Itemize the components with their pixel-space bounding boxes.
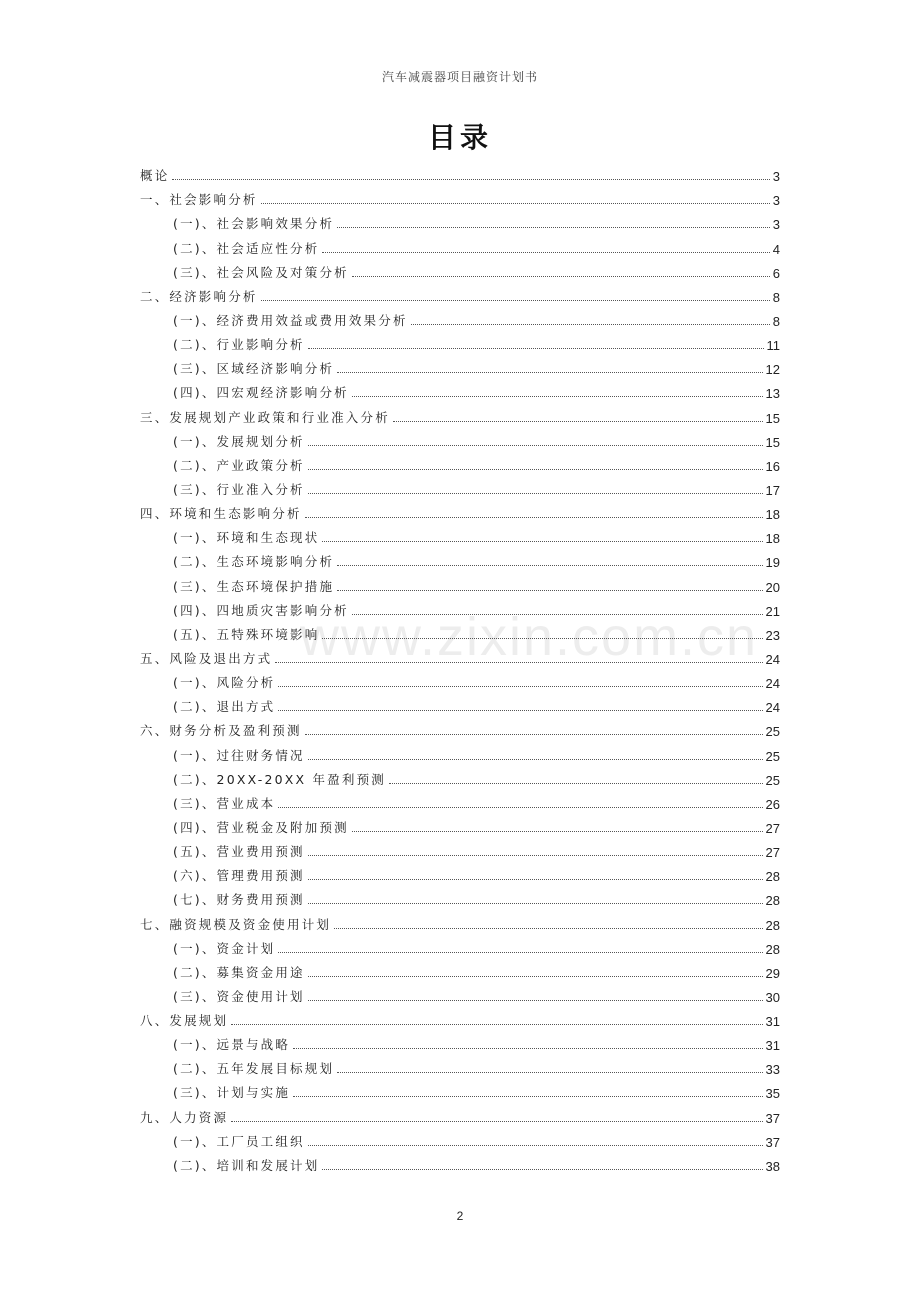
toc-entry[interactable]: [140, 281, 780, 305]
toc-entry[interactable]: [140, 643, 780, 667]
toc-entry-page-number: 28: [765, 941, 780, 957]
toc-entry-page-number: 18: [765, 531, 780, 547]
toc-dot-leader: [411, 324, 770, 325]
toc-entry-page-number: 20: [765, 579, 780, 595]
toc-entry-title: (一)、过往财务情况: [173, 747, 305, 763]
toc-entry[interactable]: [140, 570, 780, 594]
toc-dot-leader: [275, 662, 762, 663]
toc-entry-page-number: 38: [765, 1158, 780, 1174]
toc-entry-page-number: 16: [765, 458, 780, 474]
toc-entry[interactable]: [140, 715, 780, 739]
toc-entry-page-number: 35: [765, 1086, 780, 1102]
toc-entry-page-number: 28: [765, 917, 780, 933]
toc-dot-leader: [308, 1000, 763, 1001]
toc-dot-leader: [308, 903, 763, 904]
toc-dot-leader: [305, 734, 763, 735]
toc-dot-leader: [352, 614, 763, 615]
toc-entry-page-number: 4: [772, 241, 780, 257]
toc-entry[interactable]: [140, 667, 780, 691]
toc-entry-page-number: 3: [772, 217, 780, 233]
toc-entry-title: (一)、环境和生态现状: [173, 530, 320, 546]
toc-entry[interactable]: [140, 1077, 780, 1101]
toc-entry[interactable]: [140, 908, 780, 932]
toc-entry[interactable]: [140, 836, 780, 860]
toc-entry-title: (二)、退出方式: [173, 699, 276, 715]
toc-entry[interactable]: [140, 377, 780, 401]
toc-dot-leader: [308, 855, 763, 856]
toc-entry-page-number: 24: [765, 700, 780, 716]
toc-entry-title: 九、人力资源: [140, 1109, 229, 1125]
toc-dot-leader: [334, 928, 762, 929]
toc-entry-page-number: 8: [772, 289, 780, 305]
toc-entry-page-number: 15: [765, 410, 780, 426]
toc-dot-leader: [305, 517, 763, 518]
toc-dot-leader: [352, 276, 770, 277]
toc-dot-leader: [278, 952, 762, 953]
page-number: 2: [456, 1209, 464, 1223]
toc-entry-title: (一)、风险分析: [173, 675, 276, 691]
toc-entry-title: (一)、远景与战略: [173, 1037, 291, 1053]
toc-entry[interactable]: [140, 1150, 780, 1174]
toc-entry-title: 一、社会影响分析: [140, 192, 258, 208]
toc-entry[interactable]: [140, 184, 780, 208]
toc-entry-page-number: 24: [765, 676, 780, 692]
toc-entry-page-number: 25: [765, 724, 780, 740]
toc-entry-title: 八、发展规划: [140, 1013, 229, 1029]
toc-entry[interactable]: [140, 764, 780, 788]
toc-entry-page-number: 17: [765, 482, 780, 498]
toc-entry[interactable]: [140, 1101, 780, 1125]
toc-entry[interactable]: [140, 812, 780, 836]
toc-entry-title: (六)、管理费用预测: [173, 868, 305, 884]
toc-entry-title: (四)、营业税金及附加预测: [173, 819, 349, 835]
toc-dot-leader: [278, 710, 762, 711]
toc-dot-leader: [337, 565, 762, 566]
toc-dot-leader: [172, 179, 769, 180]
toc-entry[interactable]: [140, 426, 780, 450]
toc-entry-page-number: 25: [765, 748, 780, 764]
toc-entry[interactable]: [140, 305, 780, 329]
toc-entry[interactable]: [140, 739, 780, 763]
toc-entry[interactable]: [140, 1053, 780, 1077]
toc-entry[interactable]: [140, 353, 780, 377]
toc-entry-title: (五)、五特殊环境影响: [173, 626, 320, 642]
toc-entry-page-number: 12: [765, 362, 780, 378]
toc-entry[interactable]: [140, 160, 780, 184]
toc-entry[interactable]: [140, 884, 780, 908]
toc-dot-leader: [352, 396, 763, 397]
toc-entry[interactable]: [140, 208, 780, 232]
toc-entry-title: 概论: [140, 168, 170, 184]
toc-entry-title: 七、融资规模及资金使用计划: [140, 916, 332, 932]
toc-dot-leader: [393, 421, 763, 422]
toc-dot-leader: [322, 638, 762, 639]
toc-dot-leader: [308, 493, 763, 494]
toc-entry-title: 六、财务分析及盈利预测: [140, 723, 302, 739]
toc-entry-page-number: 26: [765, 796, 780, 812]
toc-dot-leader: [278, 686, 762, 687]
watermark: www.zixin.com.cn: [300, 607, 759, 667]
toc-entry-page-number: 3: [772, 193, 780, 209]
toc-entry[interactable]: [140, 450, 780, 474]
toc-entry[interactable]: [140, 860, 780, 884]
toc-dot-leader: [352, 831, 763, 832]
toc-entry-page-number: 30: [765, 989, 780, 1005]
toc-dot-leader: [308, 348, 764, 349]
toc-entry-title: 四、环境和生态影响分析: [140, 506, 302, 522]
toc-dot-leader: [308, 976, 763, 977]
toc-entry-title: (三)、生态环境保护措施: [173, 578, 335, 594]
toc-entry-page-number: 23: [765, 627, 780, 643]
toc-dot-leader: [308, 445, 763, 446]
toc-dot-leader: [278, 807, 762, 808]
toc-entry[interactable]: [140, 1126, 780, 1150]
toc-entry-title: (二)、社会适应性分析: [173, 240, 320, 256]
toc-entry-title: (二)、募集资金用途: [173, 964, 305, 980]
toc-dot-leader: [322, 541, 762, 542]
toc-entry[interactable]: [140, 691, 780, 715]
toc-dot-leader: [231, 1024, 762, 1025]
toc-dot-leader: [322, 252, 769, 253]
toc-entry[interactable]: [140, 1005, 780, 1029]
toc-entry[interactable]: [140, 788, 780, 812]
toc-entry-title: (四)、四地质灾害影响分析: [173, 602, 349, 618]
toc-entry-title: (三)、计划与实施: [173, 1085, 291, 1101]
toc-dot-leader: [308, 879, 763, 880]
toc-entry[interactable]: [140, 257, 780, 281]
toc-entry-title: (三)、区域经济影响分析: [173, 361, 335, 377]
toc-dot-leader: [308, 469, 763, 470]
toc-dot-leader: [231, 1121, 762, 1122]
toc-entry-title: (二)、20XX-20XX 年盈利预测: [173, 771, 386, 787]
toc-entry-title: 二、经济影响分析: [140, 288, 258, 304]
toc-dot-leader: [261, 203, 770, 204]
toc-entry-page-number: 21: [765, 603, 780, 619]
toc-entry-title: (二)、培训和发展计划: [173, 1157, 320, 1173]
toc-entry-title: (二)、五年发展目标规划: [173, 1061, 335, 1077]
toc-entry-page-number: 19: [765, 555, 780, 571]
toc-entry-page-number: 13: [765, 386, 780, 402]
toc-dot-leader: [322, 1169, 762, 1170]
toc-entry[interactable]: [140, 1029, 780, 1053]
toc-entry[interactable]: [140, 401, 780, 425]
toc-entry-page-number: 15: [765, 434, 780, 450]
toc-dot-leader: [308, 1145, 763, 1146]
toc-entry-title: (三)、资金使用计划: [173, 988, 305, 1004]
toc-dot-leader: [337, 590, 762, 591]
toc-entry-page-number: 24: [765, 651, 780, 667]
toc-entry-page-number: 27: [765, 845, 780, 861]
toc-entry[interactable]: [140, 957, 780, 981]
toc-entry-title: (一)、资金计划: [173, 940, 276, 956]
toc-entry-title: (一)、社会影响效果分析: [173, 216, 335, 232]
toc-entry-page-number: 33: [765, 1062, 780, 1078]
toc-entry-title: (三)、行业准入分析: [173, 481, 305, 497]
toc-entry-title: 五、风险及退出方式: [140, 650, 273, 666]
toc-dot-leader: [389, 783, 763, 784]
toc-entry-title: 三、发展规划产业政策和行业准入分析: [140, 409, 390, 425]
toc-dot-leader: [261, 300, 770, 301]
toc-entry[interactable]: [140, 933, 780, 957]
toc-entry-title: (二)、产业政策分析: [173, 457, 305, 473]
toc-entry-page-number: 31: [765, 1014, 780, 1030]
toc-entry-page-number: 11: [766, 338, 780, 354]
toc-entry-page-number: 18: [765, 507, 780, 523]
toc-entry[interactable]: [140, 329, 780, 353]
toc-entry-page-number: 27: [765, 820, 780, 836]
toc-entry[interactable]: [140, 546, 780, 570]
toc-entry-page-number: 8: [772, 313, 780, 329]
toc-entry-page-number: 6: [772, 265, 780, 281]
toc-dot-leader: [308, 759, 763, 760]
toc-entry-title: (三)、营业成本: [173, 795, 276, 811]
document-header-title: 汽车减震器项目融资计划书: [381, 70, 538, 84]
toc-entry[interactable]: [140, 232, 780, 256]
toc-entry-page-number: 37: [765, 1110, 780, 1126]
toc-entry-page-number: 25: [765, 772, 780, 788]
toc-dot-leader: [293, 1048, 762, 1049]
table-of-contents: [140, 160, 780, 1174]
toc-entry-page-number: 3: [772, 169, 780, 185]
toc-entry-page-number: 28: [765, 893, 780, 909]
toc-dot-leader: [293, 1096, 762, 1097]
toc-entry-page-number: 31: [765, 1038, 780, 1054]
toc-entry[interactable]: [140, 522, 780, 546]
toc-entry-page-number: 37: [765, 1134, 780, 1150]
toc-entry[interactable]: [140, 981, 780, 1005]
toc-entry[interactable]: [140, 595, 780, 619]
toc-entry-title: (三)、社会风险及对策分析: [173, 264, 349, 280]
toc-entry-page-number: 28: [765, 869, 780, 885]
toc-entry[interactable]: [140, 619, 780, 643]
toc-entry-title: (一)、发展规划分析: [173, 433, 305, 449]
toc-entry-title: (二)、生态环境影响分析: [173, 554, 335, 570]
toc-entry-title: (二)、行业影响分析: [173, 337, 305, 353]
toc-entry-page-number: 29: [765, 965, 780, 981]
toc-entry-title: (五)、营业费用预测: [173, 844, 305, 860]
toc-entry-title: (一)、经济费用效益或费用效果分析: [173, 312, 408, 328]
toc-entry[interactable]: [140, 498, 780, 522]
toc-entry-title: (一)、工厂员工组织: [173, 1133, 305, 1149]
toc-dot-leader: [337, 372, 762, 373]
toc-dot-leader: [337, 227, 770, 228]
toc-entry-title: (七)、财务费用预测: [173, 892, 305, 908]
toc-entry[interactable]: [140, 474, 780, 498]
toc-dot-leader: [337, 1072, 762, 1073]
toc-title: 目录: [427, 121, 492, 154]
toc-entry-title: (四)、四宏观经济影响分析: [173, 385, 349, 401]
